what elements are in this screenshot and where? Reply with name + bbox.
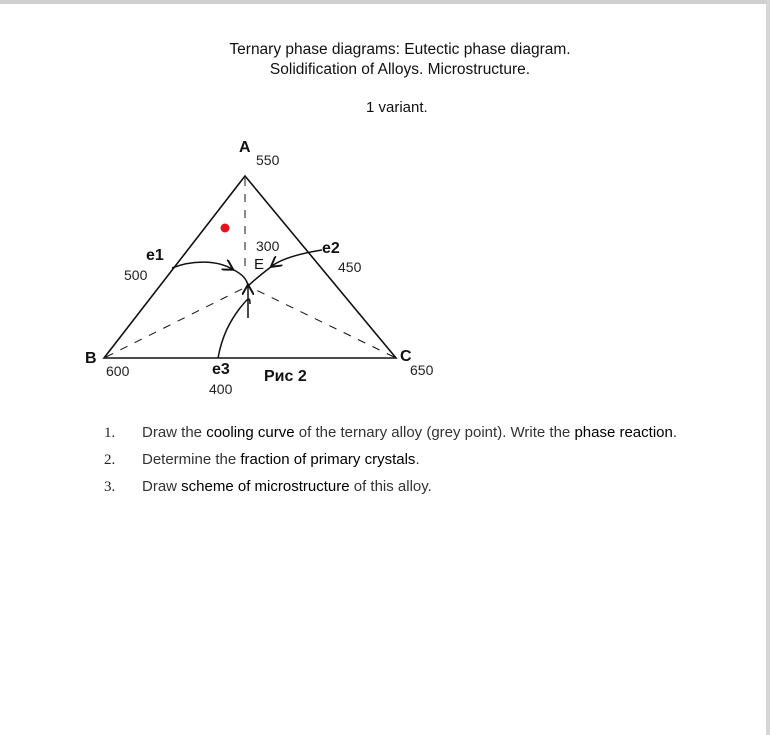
right-scrollbar-edge — [766, 0, 770, 735]
dashed-line-b — [106, 286, 248, 357]
task-text: Draw the cooling curve of the ternary alloy (grey point). Write the phase reaction. — [142, 424, 678, 441]
temp-e3: 400 — [209, 381, 233, 397]
curve-e1-e — [172, 262, 232, 269]
variant-label: 1 variant. — [366, 99, 428, 116]
e3-label: e3 — [212, 361, 230, 378]
ternary-diagram — [82, 136, 452, 406]
vertex-a-label: A — [239, 139, 251, 156]
dashed-line-c — [248, 286, 394, 357]
top-border — [0, 0, 770, 4]
e2-label: e2 — [322, 240, 340, 257]
vertex-b-label: B — [85, 350, 97, 367]
page-title — [200, 40, 600, 80]
title-line-2: Solidification of Alloys. Microstructure. — [269, 61, 531, 78]
temp-e1: 500 — [124, 267, 148, 283]
vertex-c-label: C — [400, 348, 412, 365]
list-item — [104, 450, 677, 477]
curve-e2-e — [272, 250, 322, 266]
task-list — [104, 423, 677, 504]
curve-e1-e-cont — [232, 269, 248, 286]
temp-b: 600 — [106, 363, 130, 379]
curve-e3-e — [218, 299, 250, 358]
title-line-1: Ternary phase diagrams: Eutectic phase diagram. — [229, 41, 571, 58]
task-number: 3. — [104, 479, 116, 495]
task-number: 1. — [104, 425, 116, 441]
list-item — [104, 423, 677, 450]
temp-a: 550 — [256, 152, 280, 168]
task-number: 2. — [104, 452, 116, 468]
eutectic-label: E — [254, 256, 265, 273]
task-text: Draw scheme of microstructure of this alloy. — [142, 478, 432, 495]
task-text: Determine the fraction of primary crystals. — [142, 451, 420, 468]
list-item — [104, 477, 677, 504]
temp-e: 300 — [256, 238, 280, 254]
e1-label: e1 — [146, 247, 164, 264]
temp-e2: 450 — [338, 259, 362, 275]
temp-c: 650 — [410, 362, 434, 378]
alloy-point — [221, 224, 230, 233]
figure-caption: Рис 2 — [264, 368, 307, 385]
